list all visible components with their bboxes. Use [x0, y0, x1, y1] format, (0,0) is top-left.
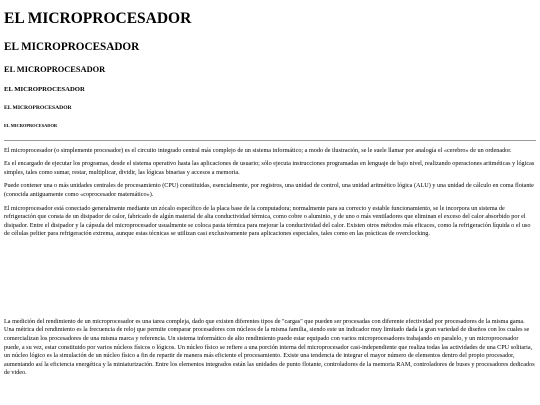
paragraph-intro: El microprocesador (o simplemente procesador) es el circuito integrado central más complejo de un sistema informático; a modo de ilustración, se le suele llamar por analogía el «cerebro» de un ordenador. — [4, 146, 512, 154]
paragraph-cooling: El microprocesador está conectado generalmente mediante un zócalo específico de la placa base de la computadora; normalmente para su correcto y estable funcionamiento, se le incorpora un sistema de refrigeración que consta de un disipador de calor, fabricado de algún material de alta conductividad térmica, como cobre o aluminio, y de uno o más ventiladores que eliminan el exceso del calor absorbido por el disipador. Entre el disipador y la cápsula del microprocesador usualmente se coloca pasta térmica para mejorar la conductividad del calor. Existen otros métodos más eficaces, como la refrigeración líquida o el uso de células peltier para refrigeración extrema, aunque estas técnicas se utilizan casi exclusivamente para aplicaciones especiales, tales como en las prácticas de overclocking. — [4, 204, 531, 238]
heading-level-5: EL MICROPROCESADOR — [4, 105, 72, 112]
heading-level-2: EL MICROPROCESADOR — [4, 40, 140, 53]
heading-level-1: EL MICROPROCESADOR — [4, 10, 192, 27]
paragraph-performance: La medición del rendimiento de un microprocesador es una tarea compleja, dado que existen diferentes tipos de "cargas" que pueden ser procesadas con diferente efectividad por procesadores de la misma gama. Una métrica del rendimiento es la frecuencia de reloj que permite comparar procesadores con núcleos de la misma familia, siendo este un indicador muy limitado dada la gran variedad de diseños con los cuales se comercializan los procesadores de una misma marca y referencia. Un sistema informático de alto rendimiento puede estar equipado con varios microprocesadores trabajando en paralelo, y un microprocesador puede, a su vez, estar constituido por varios núcleos físicos o lógicos. Un núcleo físico se refiere a una porción interna del microprocesador casi-independiente que realiza todas las actividades de una CPU solitaria, un núcleo lógico es la simulación de un núcleo físico a fin de repartir de manera más eficiente el procesamiento. Existe una tendencia de integrar el mayor número de elementos dentro del propio procesador, aumentando así la eficiencia energética y la miniaturización. Entre los elementos integrados están las unidades de punto flotante, controladores de la memoria RAM, controladores de buses y procesadores dedicados de video. — [4, 317, 535, 377]
blank-spacer — [4, 244, 536, 318]
paragraph-function: Es el encargado de ejecutar los programas, desde el sistema operativo hasta las aplicaciones de usuario; sólo ejecuta instrucciones programadas en lenguaje de bajo nivel, realizando operaciones aritméticas y lógicas simples, tales como sumar, restar, multiplicar, dividir, las lógicas binarias y accesos a memoria. — [4, 160, 535, 176]
horizontal-divider — [4, 140, 536, 141]
heading-level-4: EL MICROPROCESADOR — [4, 86, 85, 94]
heading-level-3: EL MICROPROCESADOR — [4, 64, 106, 74]
heading-level-6: EL MICROPROCESADOR — [4, 123, 58, 129]
paragraph-cpu-units: Puede contener una o más unidades centrales de procesamiento (CPU) constituidas, esencialmente, por registros, una unidad de control, una unidad aritmético lógica (ALU) y una unidad de cálculo en coma flotante (conocida antiguamente como «coprocesador matemático»). — [4, 182, 534, 198]
